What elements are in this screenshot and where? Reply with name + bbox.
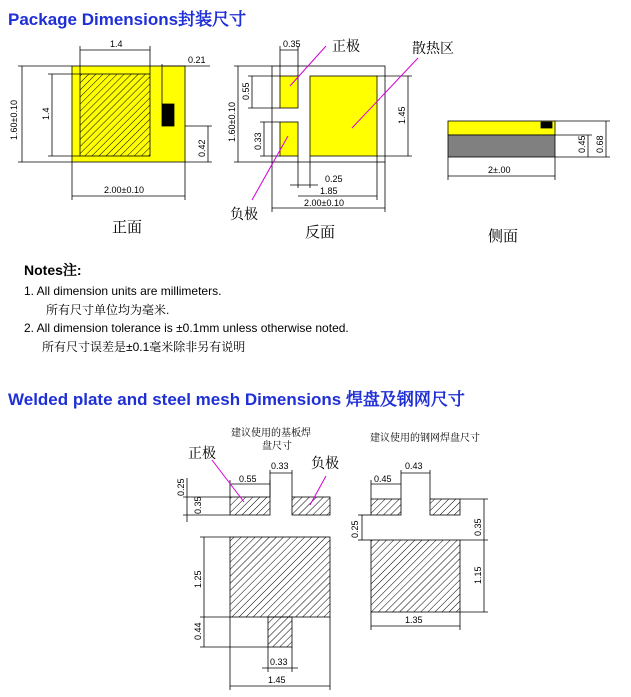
pad-negative: [292, 497, 330, 515]
pad-dim-055: 0.55: [239, 474, 257, 484]
front-marker: [162, 104, 174, 126]
pad-heat: [230, 537, 330, 617]
side-lens: [448, 121, 555, 135]
mesh-dim-025: 0.25: [350, 520, 360, 538]
pad-dim-033-top: 0.33: [271, 461, 289, 471]
pad-layout: [183, 470, 330, 690]
pad-dim-025: 0.25: [176, 478, 186, 496]
back-dim-055: 0.55: [241, 82, 251, 100]
front-dim-topright: 0.21: [188, 55, 206, 65]
side-dim-045: 0.45: [577, 135, 587, 153]
back-dim-033: 0.33: [253, 132, 263, 150]
mesh-dim-045: 0.45: [374, 474, 392, 484]
pad-title-line2: 盘尺寸: [262, 441, 292, 452]
front-dim-right: 0.42: [197, 139, 207, 157]
front-dim-left-outer: 1.60±0.10: [9, 100, 19, 140]
side-base: [448, 135, 555, 157]
back-label-negative: 负极: [230, 207, 258, 223]
back-label-positive: 正极: [332, 39, 360, 55]
note-1-en: 1. All dimension units are millimeters.: [24, 284, 222, 298]
pad-dim-033-bottom: 0.33: [270, 657, 288, 667]
back-dim-185: 1.85: [320, 186, 338, 196]
mesh-dim-115: 1.15: [473, 566, 483, 584]
back-heat-pad: [310, 76, 377, 156]
side-marker: [541, 122, 552, 128]
pad-positive: [230, 497, 270, 515]
side-dim-bottom: 2±.00: [488, 165, 511, 175]
pad-label-negative: 负极: [311, 456, 339, 472]
pad-title-line1: 建议使用的基板焊: [231, 428, 311, 439]
mesh-dim-135: 1.35: [405, 615, 423, 625]
back-caption: 反面: [305, 223, 336, 241]
mesh-layout: [358, 470, 488, 630]
mesh-negative: [430, 499, 460, 515]
mesh-positive: [371, 499, 401, 515]
mesh-heat: [371, 540, 460, 612]
back-dim-035: 0.35: [283, 39, 301, 49]
note-2-en: 2. All dimension tolerance is ±0.1mm unless otherwise noted.: [24, 321, 349, 335]
package-dimensions-heading: Package Dimensions封装尺寸: [8, 10, 247, 29]
front-dim-top: 1.4: [110, 39, 123, 49]
pad-label-positive: 正极: [188, 446, 216, 462]
note-2-cn: 所有尺寸误差是±0.1毫米除非另有说明: [42, 340, 246, 354]
pad-dim-035: 0.35: [193, 496, 203, 514]
note-1-cn: 所有尺寸单位均为毫米.: [46, 303, 170, 317]
back-label-heat: 散热区: [412, 41, 454, 57]
front-dim-bottom: 2.00±0.10: [104, 185, 144, 195]
back-dim-025: 0.25: [325, 174, 343, 184]
back-dim-145: 1.45: [397, 106, 407, 124]
mesh-title: 建议使用的钢网焊盘尺寸: [370, 433, 480, 444]
back-dim-160: 1.60±0.10: [227, 102, 237, 142]
mesh-dim-035: 0.35: [473, 518, 483, 536]
welded-heading: Welded plate and steel mesh Dimensions 焊盘及钢网尺寸: [8, 390, 465, 409]
front-dim-left-inner: 1.4: [41, 107, 51, 120]
pad-dim-125: 1.25: [193, 570, 203, 588]
side-dim-068: 0.68: [595, 135, 605, 153]
front-view: [18, 46, 212, 200]
front-caption: 正面: [112, 218, 143, 236]
notes-heading: Notes注:: [24, 262, 82, 278]
pad-dim-145: 1.45: [268, 675, 286, 685]
pad-heat-tab: [268, 617, 292, 647]
back-pad-neg: [280, 122, 298, 156]
side-caption: 侧面: [488, 227, 519, 245]
pad-dim-044: 0.44: [193, 622, 203, 640]
front-chip-hatch: [80, 74, 150, 156]
back-dim-200: 2.00±0.10: [304, 198, 344, 208]
mesh-dim-043: 0.43: [405, 461, 423, 471]
